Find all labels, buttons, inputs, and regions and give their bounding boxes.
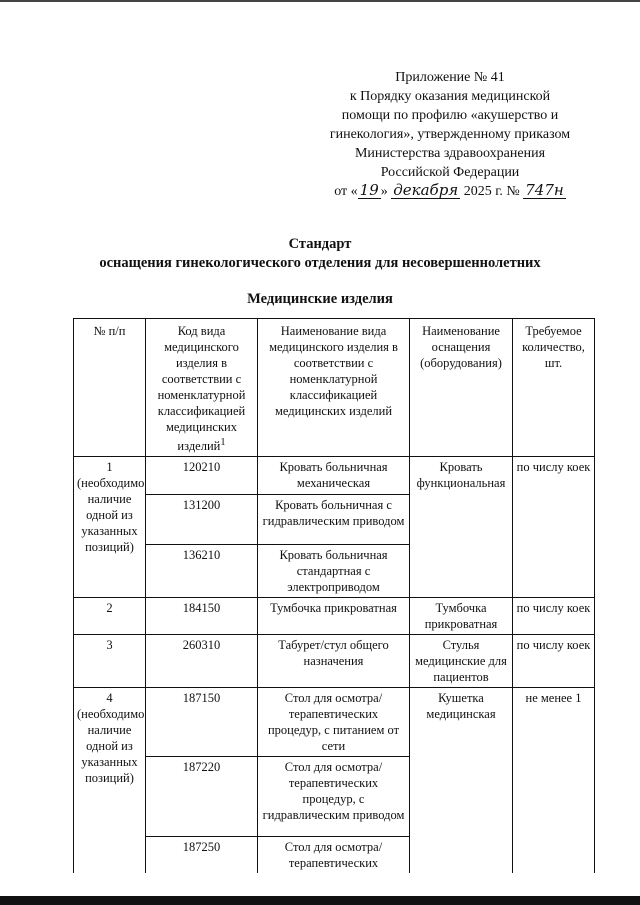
- scan-bottom-edge: [0, 896, 640, 905]
- order-month: декабря: [393, 181, 459, 199]
- header-cell: Требуемое количество, шт.: [513, 319, 595, 457]
- equipment-cell: Кровать функциональная: [410, 457, 513, 598]
- row-number-cell: 2: [74, 598, 146, 635]
- name-cell: Кровать больничная стандартная с электроприводом: [258, 545, 410, 598]
- document-title: Стандарт: [288, 236, 352, 252]
- appendix-line: Министерства здравоохранения: [354, 146, 546, 161]
- header-cell: Наименование вида медицинского изделия в соответствии с номенклатурной классификацией медицинских изделий: [258, 319, 410, 457]
- code-cell: 187220: [146, 757, 258, 837]
- quantity-cell: по числу коек: [513, 457, 595, 598]
- equipment-table: [73, 318, 595, 873]
- scan-top-edge: [0, 0, 640, 2]
- code-cell: 184150: [146, 598, 258, 635]
- table-header-row: [74, 319, 595, 457]
- quantity-cell: по числу коек: [513, 635, 595, 688]
- row-number-cell: 3: [74, 635, 146, 688]
- code-cell: 131200: [146, 495, 258, 545]
- name-cell: Стол для осмотра/терапевтических процедур, с питанием от сети: [258, 688, 410, 757]
- table-row: [74, 598, 595, 635]
- appendix-line: помощи по профилю «акушерство и: [341, 108, 559, 123]
- name-cell: Кровать больничная механическая: [258, 457, 410, 495]
- appendix-line: Российской Федерации: [380, 165, 520, 180]
- header-cell: № п/п: [74, 319, 146, 457]
- equipment-cell: Тумбочка прикроватная: [410, 598, 513, 635]
- equipment-cell: Стулья медицинские для пациентов: [410, 635, 513, 688]
- row-number-cell: 4 (необходимо наличие одной из указанных позиций): [74, 688, 146, 874]
- code-cell: 120210: [146, 457, 258, 495]
- equipment-cell: Кушетка медицинская: [410, 688, 513, 874]
- row-number-cell: 1 (необходимо наличие одной из указанных позиций): [74, 457, 146, 598]
- appendix-number: Приложение № 41: [395, 70, 505, 85]
- document-subtitle: оснащения гинекологического отделения для несовершеннолетних: [99, 255, 541, 271]
- header-cell: Наименование оснащения (оборудования): [410, 319, 513, 457]
- appendix-block: [300, 68, 600, 201]
- code-cell: 260310: [146, 635, 258, 688]
- order-number: 747н: [525, 181, 564, 199]
- table-row: [74, 688, 595, 757]
- name-cell: Кровать больничная с гидравлическим приводом: [258, 495, 410, 545]
- section-title: Медицинские изделия: [247, 291, 393, 307]
- name-cell: Стол для осмотра/терапевтических: [258, 837, 410, 874]
- code-cell: 187150: [146, 688, 258, 757]
- code-cell: 187250: [146, 837, 258, 874]
- quantity-cell: по числу коек: [513, 598, 595, 635]
- table-row: [74, 457, 595, 495]
- quantity-cell: не менее 1: [513, 688, 595, 874]
- table-row: [74, 635, 595, 688]
- order-date-line: от « 19 » декабря 2025 г. № 747н: [334, 181, 564, 199]
- appendix-line: гинекология», утвержденному приказом: [329, 127, 571, 142]
- name-cell: Стол для осмотра/терапевтических процедур, с гидравлическим приводом: [258, 757, 410, 837]
- header-cell: Код вида медицинского изделия в соответствии с номенклатурной классификацией медицинских изделий$^1$: [146, 319, 258, 457]
- order-day: 19: [359, 181, 379, 199]
- order-year: 2025: [463, 184, 492, 199]
- appendix-line: к Порядку оказания медицинской: [349, 89, 551, 104]
- name-cell: Табурет/стул общего назначения: [258, 635, 410, 688]
- code-cell: 136210: [146, 545, 258, 598]
- name-cell: Тумбочка прикроватная: [258, 598, 410, 635]
